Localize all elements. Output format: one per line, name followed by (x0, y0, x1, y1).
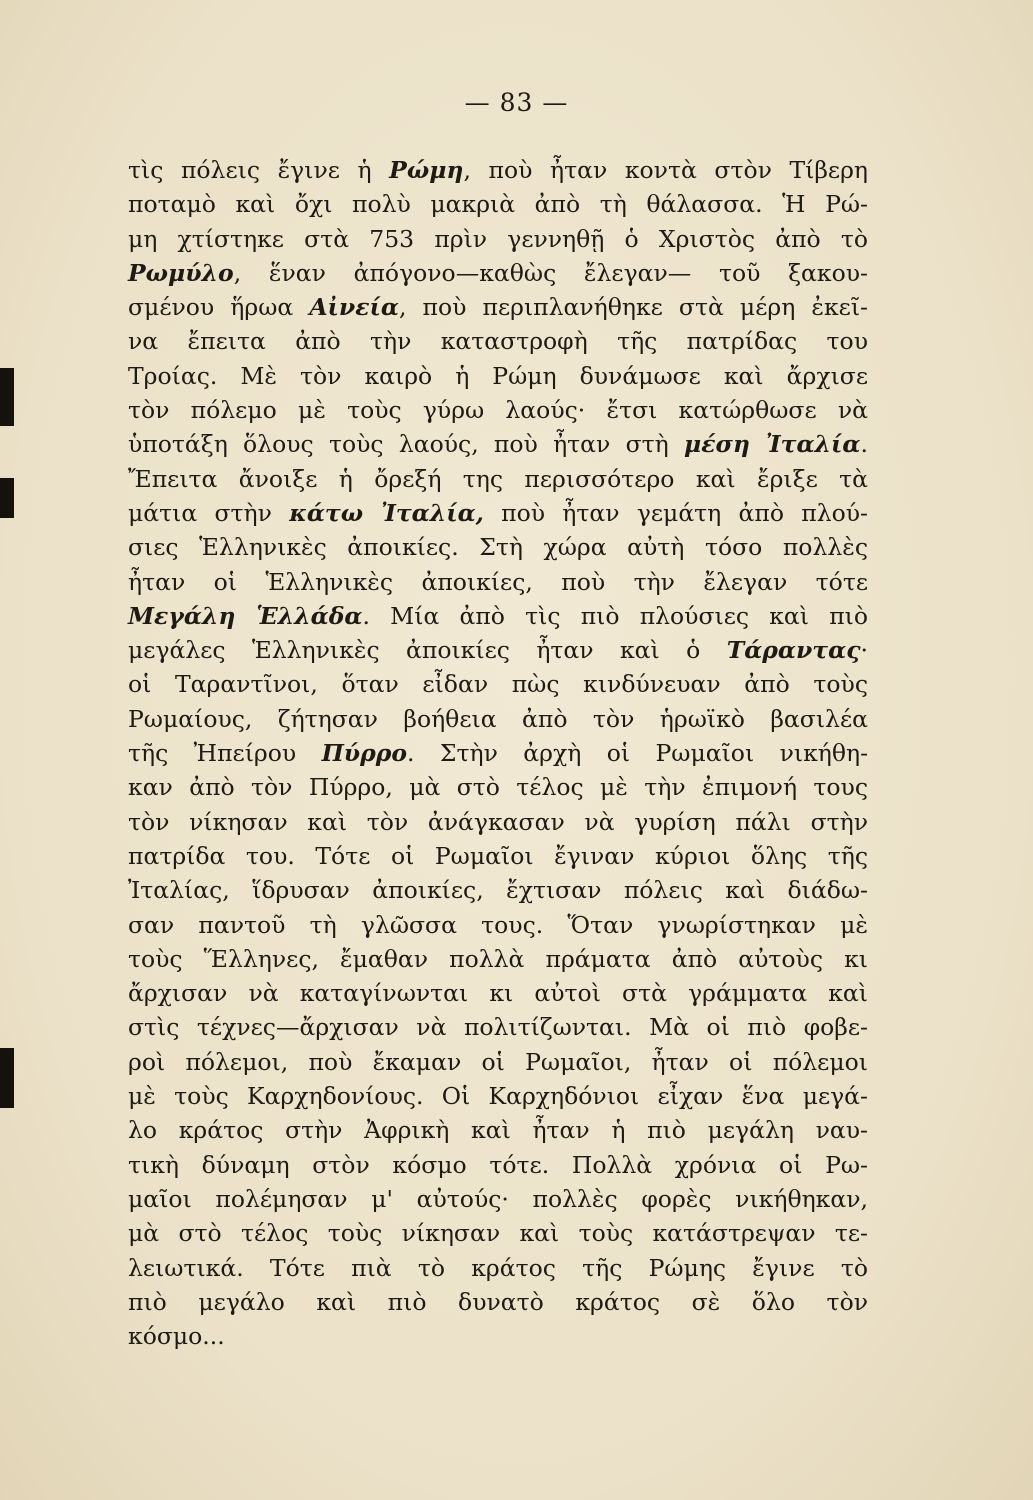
text-segment: Ἰταλίας, ἵδρυσαν ἀποικίες, ἔχτισαν πόλεις καὶ διάδω- (128, 876, 868, 905)
emphasized-term: Τάραντας (726, 636, 861, 665)
text-line (128, 393, 868, 427)
text-segment: πατρίδα του. Τότε οἱ Ρωμαῖοι ἔγιναν κύριοι ὅλης τῆς (128, 841, 868, 870)
text-segment: μὲ τοὺς Καρχηδονίους. Οἱ Καρχηδόνιοι εἶχαν ἕνα μεγά- (128, 1082, 868, 1111)
text-segment: ὑποτάξη ὅλους τοὺς λαούς, ποὺ ἦταν στὴ (128, 430, 684, 459)
text-line (128, 667, 868, 701)
text-segment: να ἔπειτα ἀπὸ τὴν καταστροφὴ τῆς πατρίδας του (128, 327, 868, 356)
text-line (128, 942, 868, 976)
text-segment: οἱ Ταραντῖνοι, ὅταν εἶδαν πὼς κινδύνευαν ἀπὸ τοὺς (128, 670, 868, 699)
text-segment: λειωτικά. Τότε πιὰ τὸ κράτος τῆς Ρώμης ἔγινε τὸ (128, 1253, 868, 1282)
text-segment: σιες Ἑλληνικὲς ἀποικίες. Στὴ χώρα αὐτὴ τόσο πολλὲς (128, 533, 868, 562)
text-line (128, 1216, 868, 1250)
text-line (128, 976, 868, 1010)
text-line (128, 256, 868, 290)
text-segment: Ἔπειτα ἄνοιξε ἡ ὄρεξή της περισσότερο καὶ ἔριξε τὰ (128, 464, 868, 493)
text-line (128, 1010, 868, 1044)
page-edge-mark (0, 368, 14, 426)
text-segment: · (860, 636, 868, 665)
text-line (128, 839, 868, 873)
text-segment: τὶς πόλεις ἔγινε ἡ (128, 156, 390, 184)
text-line (128, 1113, 868, 1147)
text-line (128, 359, 868, 393)
text-line (128, 324, 868, 358)
text-segment: στὶς τέχνες—ἄρχισαν νὰ πολιτίζωνται. Μὰ οἱ πιὸ φοβε- (128, 1013, 868, 1042)
emphasized-term: Ρωμύλο (128, 258, 234, 287)
text-segment: τὸν πόλεμο μὲ τοὺς γύρω λαούς· ἔτσι κατώρθωσε νὰ (128, 396, 868, 425)
text-line (128, 599, 868, 633)
text-line (128, 187, 868, 221)
text-segment: λο κράτος στὴν Ἀφρικὴ καὶ ἦταν ἡ πιὸ μεγάλη ναυ- (128, 1116, 868, 1145)
text-segment: μεγάλες Ἑλληνικὲς ἀποικίες ἦταν καὶ ὁ (128, 636, 727, 665)
text-segment: τὸν νίκησαν καὶ τὸν ἀνάγκασαν νὰ γυρίση πάλι στὴν (128, 807, 868, 836)
text-line (128, 222, 868, 256)
text-segment: κόσμο... (128, 1322, 225, 1351)
text-line (128, 427, 868, 461)
text-line (128, 462, 868, 496)
text-line (128, 530, 868, 564)
text-line (128, 1148, 868, 1182)
page-edge-mark (0, 1048, 14, 1108)
text-segment: . Στὴν ἀρχὴ οἱ Ρωμαῖοι νικήθη- (407, 739, 869, 768)
text-segment: . (860, 430, 868, 459)
emphasized-term: Ρώμη (389, 156, 464, 184)
text-segment: , ποὺ ἦταν κοντὰ στὸν Τίβερη (463, 156, 869, 184)
text-segment: , ἕναν ἀπόγονο—καθὼς ἔλεγαν— τοῦ ξακου- (233, 258, 868, 287)
text-segment: τοὺς Ἕλληνες, ἔμαθαν πολλὰ πράματα ἀπὸ αὐτοὺς κι (128, 944, 868, 973)
text-segment: ποὺ ἦταν γεμάτη ἀπὸ πλού- (483, 498, 868, 527)
text-line (128, 770, 868, 804)
text-segment: ἦταν οἱ Ἑλληνικὲς ἀποικίες, ποὺ τὴν ἔλεγαν τότε (128, 567, 868, 596)
text-line (128, 873, 868, 907)
text-segment: τικὴ δύναμη στὸν κόσμο τότε. Πολλὰ χρόνια οἱ Ρω- (128, 1150, 868, 1179)
text-line (128, 1045, 868, 1079)
emphasized-term: μέση Ἰταλία (684, 430, 861, 459)
text-segment: πιὸ μεγάλο καὶ πιὸ δυνατὸ κράτος σὲ ὅλο τὸν (128, 1287, 868, 1316)
text-segment: Τροίας. Μὲ τὸν καιρὸ ἡ Ρώμη δυνάμωσε καὶ ἄρχισε (128, 361, 868, 390)
page-edge-mark (0, 478, 14, 518)
text-segment: σμένου ἥρωα (128, 293, 310, 322)
text-line (128, 736, 868, 770)
text-segment: . Μία ἀπὸ τὶς πιὸ πλούσιες καὶ πιὸ (362, 601, 868, 630)
text-line (128, 565, 868, 599)
text-line (128, 153, 868, 187)
emphasized-term: Πύρρο (321, 739, 408, 768)
body-text (128, 153, 868, 1353)
text-line (128, 1251, 868, 1285)
text-segment: Ρωμαίους, ζήτησαν βοήθεια ἀπὸ τὸν ἡρωϊκὸ βασιλέα (128, 704, 868, 733)
text-line (128, 633, 868, 667)
emphasized-term: κάτω Ἰταλία, (289, 498, 484, 527)
emphasized-term: Μεγάλη Ἑλλάδα (128, 601, 363, 630)
emphasized-term: Αἰνεία (309, 293, 399, 322)
text-segment: σαν παντοῦ τὴ γλῶσσα τους. Ὅταν γνωρίστηκαν μὲ (128, 910, 868, 939)
text-segment: ροὶ πόλεμοι, ποὺ ἔκαμαν οἱ Ρωμαῖοι, ἦταν οἱ πόλεμοι (128, 1047, 868, 1076)
text-line (128, 1319, 868, 1353)
text-segment: μη χτίστηκε στὰ 753 πρὶν γεννηθῇ ὁ Χριστὸς ἀπὸ τὸ (128, 224, 868, 253)
text-line (128, 290, 868, 324)
text-line (128, 908, 868, 942)
text-line (128, 702, 868, 736)
text-line (128, 1079, 868, 1113)
text-line (128, 805, 868, 839)
text-segment: μάτια στὴν (128, 498, 290, 527)
page-number: — 83 — (464, 88, 569, 117)
text-line (128, 1285, 868, 1319)
text-segment: μὰ στὸ τέλος τοὺς νίκησαν καὶ τοὺς κατάστρεψαν τε- (128, 1219, 868, 1248)
text-segment: ποταμὸ καὶ ὄχι πολὺ μακριὰ ἀπὸ τὴ θάλασσα. Ἡ Ρώ- (128, 190, 868, 219)
text-segment: μαῖοι πολέμησαν μ' αὐτούς· πολλὲς φορὲς νικήθηκαν, (128, 1184, 868, 1213)
text-line (128, 496, 868, 530)
text-line (128, 1182, 868, 1216)
text-segment: ἄρχισαν νὰ καταγίνωνται κι αὐτοὶ στὰ γράμματα καὶ (128, 979, 868, 1008)
text-segment: καν ἀπὸ τὸν Πύρρο, μὰ στὸ τέλος μὲ τὴν ἐπιμονή τους (128, 773, 868, 802)
text-segment: τῆς Ἠπείρου (128, 739, 322, 768)
text-segment: , ποὺ περιπλανήθηκε στὰ μέρη ἐκεῖ- (398, 293, 868, 322)
